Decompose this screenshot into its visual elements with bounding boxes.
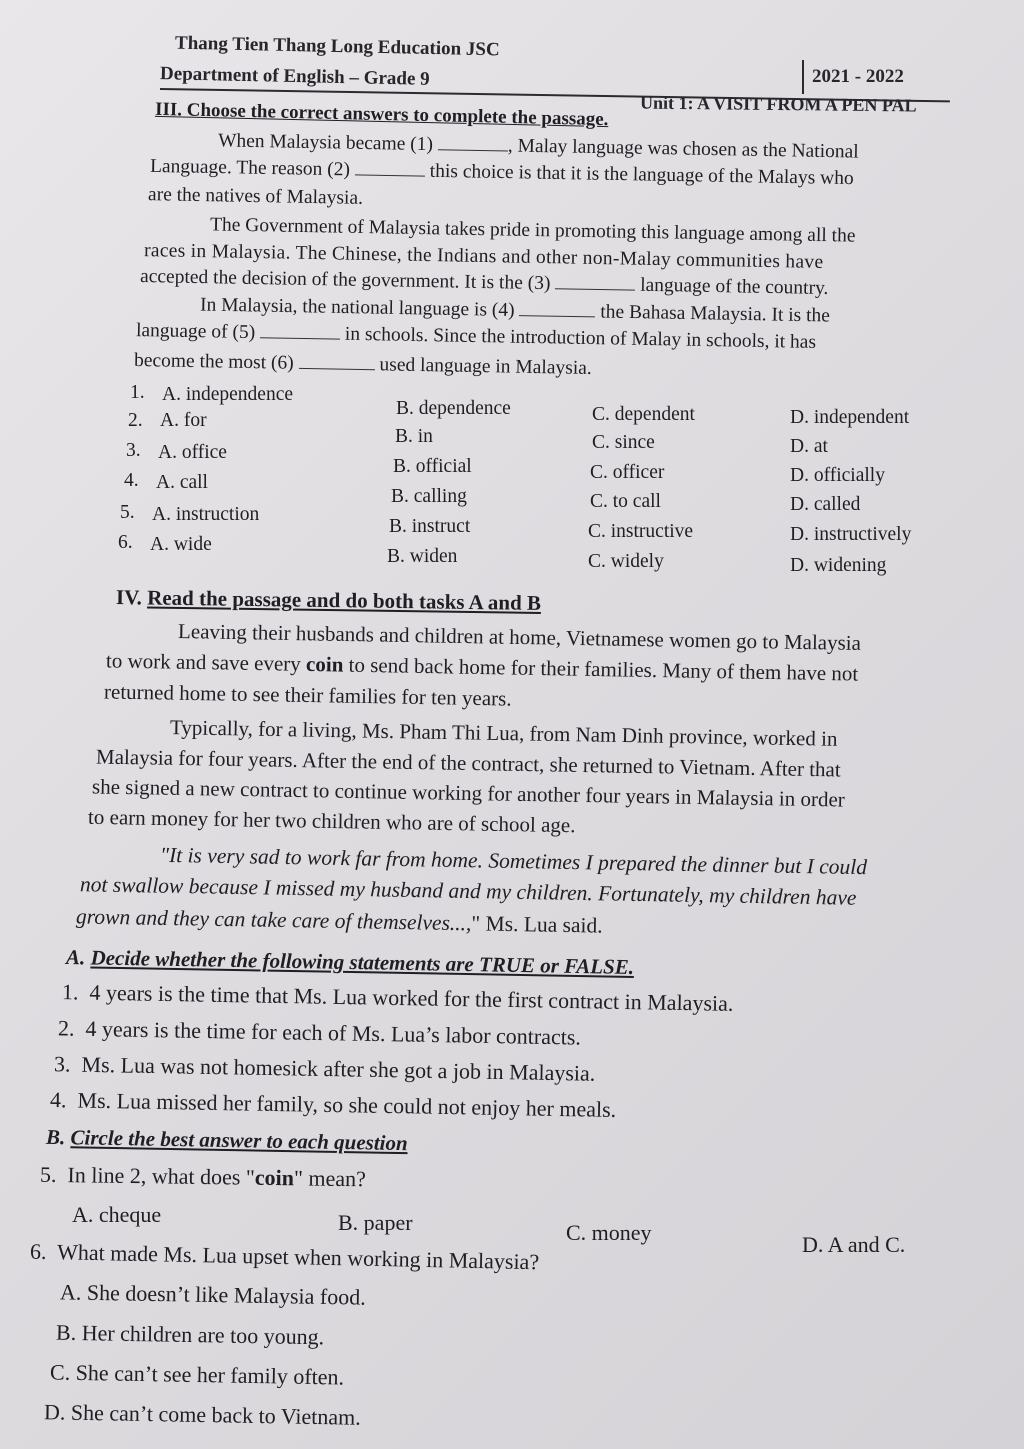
passage-line: she signed a new contract to continue working for another four years in Malaysia in order [91, 774, 845, 812]
q6-option-b: B. Her children are too young. [55, 1319, 325, 1350]
section-3-title: III. Choose the correct answers to complete the passage. [154, 98, 609, 131]
section-4-title: IV. Read the passage and do both tasks A and B [115, 585, 542, 615]
option-c: C. since [592, 432, 655, 453]
statement-item: 3. Ms. Lua was not homesick after she got a job in Malaysia. [53, 1051, 596, 1086]
option-a: A. office [158, 442, 227, 463]
header-vertical-divider [802, 60, 804, 94]
option-d: D. independent [790, 407, 910, 428]
school-year: 2021 - 2022 [812, 66, 904, 87]
question-number: 4. [124, 470, 139, 491]
option-a: A. call [156, 472, 208, 493]
question-6: 6. What made Ms. Lua upset when working in Malaysia? [29, 1238, 540, 1275]
option-c: C. officer [590, 462, 665, 483]
passage-line: Malaysia for four years. After the end of the contract, she returned to Vietnam. After that [95, 744, 841, 782]
option-b: B. widen [387, 546, 458, 567]
passage-line: The Government of Malaysia takes pride in promoting this language among all the [209, 214, 856, 247]
passage-line: to work and save every coin to send back home for their families. Many of them have not [105, 648, 859, 686]
statement-item: 4. Ms. Lua missed her family, so she could not enjoy her meals. [49, 1087, 617, 1122]
school-name: Thang Tien Thang Long Education JSC [174, 32, 500, 61]
option-b: B. instruct [389, 516, 471, 537]
option-b: B. in [395, 426, 433, 447]
task-b-title: B. Circle the best answer to each question [45, 1124, 408, 1156]
option-c: C. widely [588, 551, 664, 572]
option-a: A. independence [162, 384, 294, 405]
passage-line: Leaving their husbands and children at home, Vietnamese women go to Malaysia [177, 619, 862, 655]
q5-option-d: D. A and C. [802, 1232, 906, 1257]
quote-line: not swallow because I missed my husband and my children. Fortunately, my children have [79, 872, 857, 910]
q6-option-d: D. She can’t come back to Vietnam. [43, 1399, 361, 1430]
quote-line: "It is very sad to work far from home. Sometimes I prepared the dinner but I could [159, 842, 868, 880]
option-b: B. dependence [396, 398, 511, 419]
q6-option-c: C. She can’t see her family often. [49, 1359, 345, 1390]
statement-item: 2. 4 years is the time for each of Ms. Lua’s labor contracts. [57, 1015, 582, 1050]
option-d: D. instructively [790, 524, 912, 545]
option-c: C. instructive [588, 521, 694, 542]
q5-option-c: C. money [566, 1220, 652, 1245]
passage-line: accepted the decision of the government. It is the (3) language of the country. [139, 265, 829, 300]
passage-line: are the natives of Malaysia. [147, 184, 364, 209]
question-number: 5. [120, 502, 135, 523]
passage-line: races in Malaysia. The Chinese, the Indians and other non-Malay communities have [143, 240, 824, 273]
option-d: D. widening [790, 555, 887, 576]
q6-option-a: A. She doesn’t like Malaysia food. [59, 1279, 366, 1310]
task-a-title: A. Decide whether the following statements are TRUE or FALSE. [65, 945, 635, 979]
question-number: 3. [126, 440, 141, 461]
option-b: B. calling [391, 486, 467, 507]
passage-line: returned home to see their families for ten years. [103, 679, 512, 711]
department-grade: Department of English – Grade 9 [159, 63, 430, 90]
question-number: 2. [128, 410, 143, 431]
keyword-coin: coin [305, 651, 344, 677]
unit-title: Unit 1: A VISIT FROM A PEN PAL [639, 92, 917, 116]
option-d: D. at [790, 436, 828, 457]
option-c: C. dependent [592, 404, 695, 425]
passage-line: language of (5) in schools. Since the introduction of Malay in schools, it has [135, 320, 817, 353]
question-5: 5. In line 2, what does "coin" mean? [39, 1161, 367, 1192]
passage-line: When Malaysia became (1) , Malay language was chosen as the National [217, 130, 859, 163]
q5-option-a: A. cheque [72, 1202, 162, 1227]
passage-line: become the most (6) used language in Malaysia. [133, 350, 592, 379]
option-d: D. called [790, 494, 861, 515]
option-a: A. wide [150, 534, 212, 555]
option-d: D. officially [790, 465, 885, 486]
option-a: A. instruction [152, 504, 260, 525]
passage-line: Language. The reason (2) this choice is that it is the language of the Malays who [149, 155, 854, 190]
question-number: 1. [130, 382, 145, 403]
q5-option-b: B. paper [338, 1210, 413, 1235]
passage-line: Typically, for a living, Ms. Pham Thi Lua, from Nam Dinh province, worked in [169, 715, 838, 751]
question-number: 6. [118, 532, 133, 553]
statement-item: 1. 4 years is the time that Ms. Lua worked for the first contract in Malaysia. [61, 979, 734, 1016]
option-b: B. official [393, 456, 472, 477]
option-c: C. to call [590, 491, 661, 512]
quote-line: grown and they can take care of themselves...," Ms. Lua said. [75, 904, 603, 938]
passage-line: In Malaysia, the national language is (4) the Bahasa Malaysia. It is the [199, 294, 831, 327]
passage-line: to earn money for her two children who are of school age. [87, 804, 576, 838]
option-a: A. for [160, 410, 207, 431]
